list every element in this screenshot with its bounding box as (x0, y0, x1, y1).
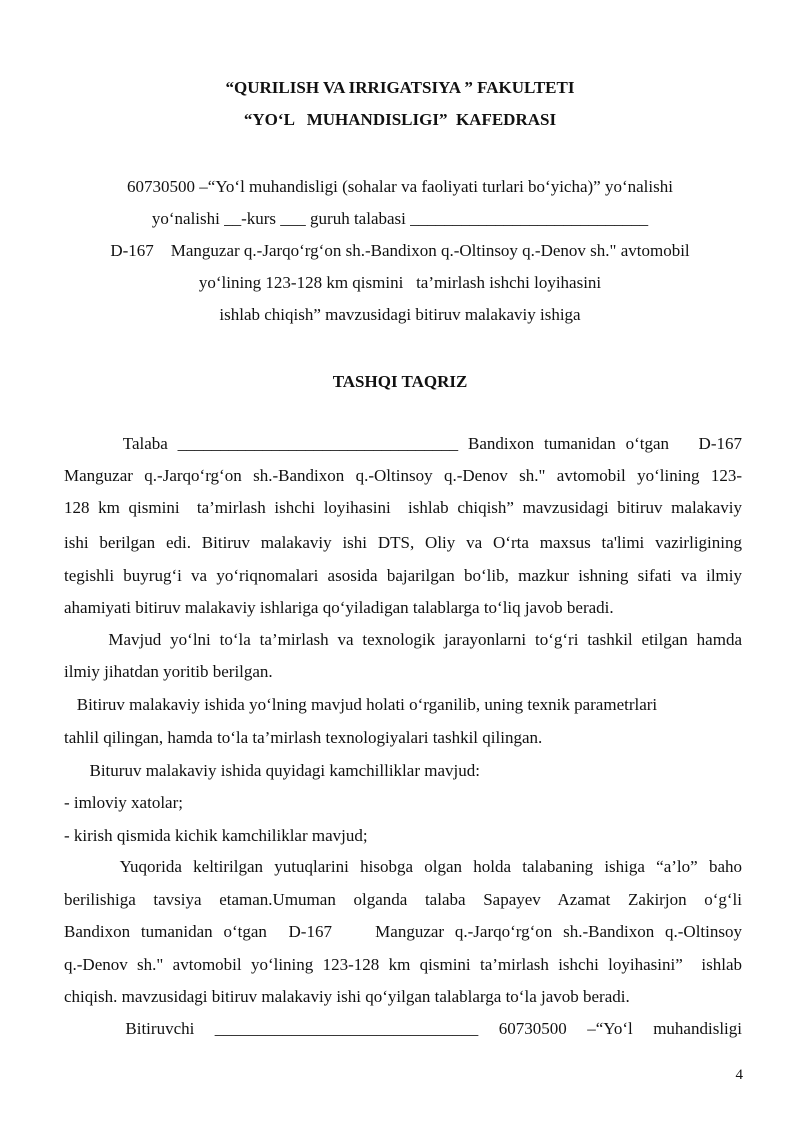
page-number: 4 (735, 1067, 743, 1083)
intro-line: yo‘nalishi __-kurs ___ guruh talabasi ____________________________ (151, 209, 649, 228)
body-line: ilmiy jihatdan yoritib berilgan. (64, 662, 273, 681)
intro-line: yo‘lining 123-128 km qismini ta’mirlash ishchi loyihasini (198, 273, 602, 292)
body-line: ishi berilgan edi. Bitiruv malakaviy ishi DTS, Oliy va O‘rta maxsus ta'limi vazirligining (64, 533, 742, 552)
list-item: - imloviy xatolar; (64, 793, 183, 812)
faculty-title: “QURILISH VA IRRIGATSIYA ” FAKULTETI (225, 78, 575, 97)
intro-line: 60730500 –“Yo‘l muhandisligi (sohalar va faoliyati turlari bo‘yicha)” yo‘nalishi (127, 177, 673, 196)
body-line: Bitiruvchi _______________________________ 60730500 –“Yo‘l muhandisligi (64, 1019, 742, 1038)
body-line: Talaba _________________________________ Bandixon tumanidan o‘tgan D-167 (64, 434, 742, 453)
review-title: TASHQI TAQRIZ (332, 372, 468, 391)
department-title: “YO‘L MUHANDISLIGI” KAFEDRASI (243, 110, 557, 129)
intro-line: D-167 Manguzar q.-Jarqo‘rg‘on sh.-Bandixon q.-Oltinsoy q.-Denov sh." avtomobil (110, 241, 690, 260)
body-line: q.-Denov sh." avtomobil yo‘lining 123-128 km qismini ta’mirlash ishchi loyihasini” ishlab (64, 955, 742, 974)
body-line: Bitiruv malakaviy ishida yo‘lning mavjud holati o‘rganilib, uning texnik parametrlari (64, 695, 658, 714)
body-line: Bituruv malakaviy ishida quyidagi kamchilliklar mavjud: (64, 761, 480, 780)
body-line: tahlil qilingan, hamda to‘la ta’mirlash texnologiyalari tashkil qilingan. (64, 728, 543, 747)
list-item: - kirish qismida kichik kamchiliklar mavjud; (64, 826, 368, 845)
body-line: Manguzar q.-Jarqo‘rg‘on sh.-Bandixon q.-Oltinsoy q.-Denov sh." avtomobil yo‘lining 123- (64, 466, 742, 485)
body-line: Mavjud yo‘lni to‘la ta’mirlash va texnologik jarayonlarni to‘g‘ri tashkil etilgan hamda (64, 630, 742, 649)
body-line: berilishiga tavsiya etaman.Umuman olganda talaba Sapayev Azamat Zakirjon o‘g‘li (64, 890, 742, 909)
body-line: chiqish. mavzusidagi bitiruv malakaviy ishi qo‘yilgan talablarga to‘la javob beradi. (64, 987, 630, 1006)
body-line: tegishli buyrug‘i va yo‘riqnomalari asosida bajarilgan bo‘lib, mazkur ishning sifati va ilmiy (64, 566, 742, 585)
body-line: Yuqorida keltirilgan yutuqlarini hisobga olgan holda talabaning ishiga “a’lo” baho (64, 857, 742, 876)
intro-line: ishlab chiqish” mavzusidagi bitiruv malakaviy ishiga (219, 305, 581, 324)
body-line: ahamiyati bitiruv malakaviy ishlariga qo‘yiladigan talablarga to‘liq javob beradi. (64, 598, 614, 617)
body-line: Bandixon tumanidan o‘tgan D-167 Manguzar q.-Jarqo‘rg‘on sh.-Bandixon q.-Oltinsoy (64, 922, 742, 941)
body-line: 128 km qismini ta’mirlash ishchi loyihasini ishlab chiqish” mavzusidagi bitiruv malakaviy (64, 498, 742, 517)
